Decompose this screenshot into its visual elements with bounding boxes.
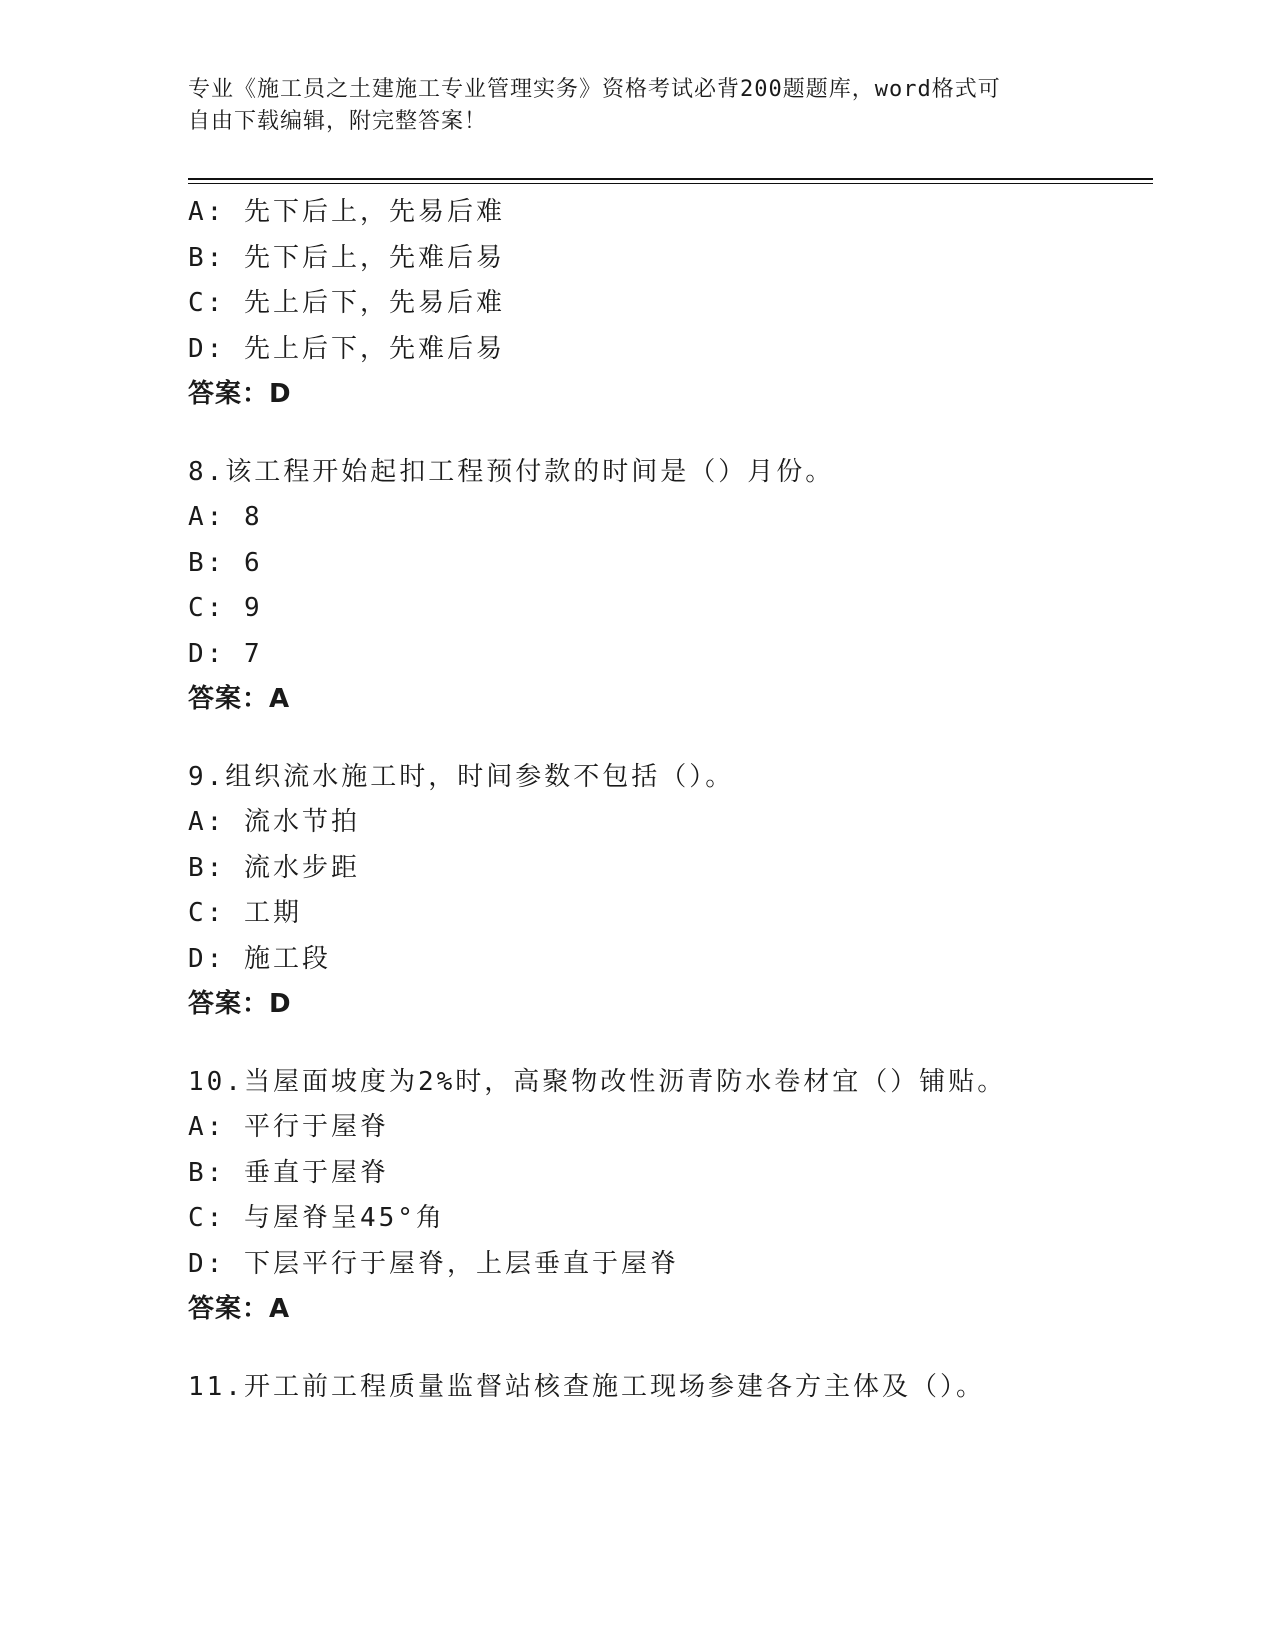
header-line-1: 专业《施工员之土建施工专业管理实务》资格考试必背200题题库，word格式可 xyxy=(188,77,1001,102)
question-stem: 10.当屋面坡度为2%时，高聚物改性沥青防水卷材宜（）铺贴。 xyxy=(188,1066,1007,1097)
option-d: D: 7 xyxy=(188,638,263,669)
option-a: A: 流水节拍 xyxy=(188,807,360,837)
question-block xyxy=(188,1365,1148,1411)
question-stem: 9.组织流水施工时，时间参数不包括（）。 xyxy=(188,761,735,792)
option-b: B: 流水步距 xyxy=(188,852,360,883)
question-list xyxy=(188,190,1148,1410)
option-c: C: 9 xyxy=(188,593,263,623)
answer-label: 答案：D xyxy=(188,989,292,1019)
option-d: D: 施工段 xyxy=(188,943,331,974)
question-stem: 11.开工前工程质量监督站核查施工现场参建各方主体及（）。 xyxy=(188,1371,985,1402)
document-header xyxy=(188,74,1088,138)
option-c: C: 工期 xyxy=(188,898,302,928)
answer-label: 答案：A xyxy=(188,1294,291,1324)
question-block xyxy=(188,450,1148,723)
option-a: A: 平行于屋脊 xyxy=(188,1112,389,1142)
option-a: A: 先下后上，先易后难 xyxy=(188,197,505,227)
option-b: B: 垂直于屋脊 xyxy=(188,1157,389,1188)
option-c: C: 先上后下，先易后难 xyxy=(188,288,505,318)
header-divider-thin xyxy=(188,183,1153,184)
header-line-2: 自由下载编辑，附完整答案！ xyxy=(188,109,488,134)
question-block xyxy=(188,190,1148,418)
answer-label: 答案：A xyxy=(188,684,291,714)
answer-label: 答案：D xyxy=(188,379,292,409)
option-d: D: 下层平行于屋脊，上层垂直于屋脊 xyxy=(188,1248,679,1279)
option-b: B: 先下后上，先难后易 xyxy=(188,242,505,273)
option-a: A: 8 xyxy=(188,502,263,532)
header-divider-thick xyxy=(188,178,1153,180)
question-stem: 8.该工程开始起扣工程预付款的时间是（）月份。 xyxy=(188,456,835,487)
option-b: B: 6 xyxy=(188,547,263,578)
question-block xyxy=(188,1060,1148,1333)
option-c: C: 与屋脊呈45°角 xyxy=(188,1203,445,1233)
question-block xyxy=(188,755,1148,1028)
option-d: D: 先上后下，先难后易 xyxy=(188,333,505,364)
